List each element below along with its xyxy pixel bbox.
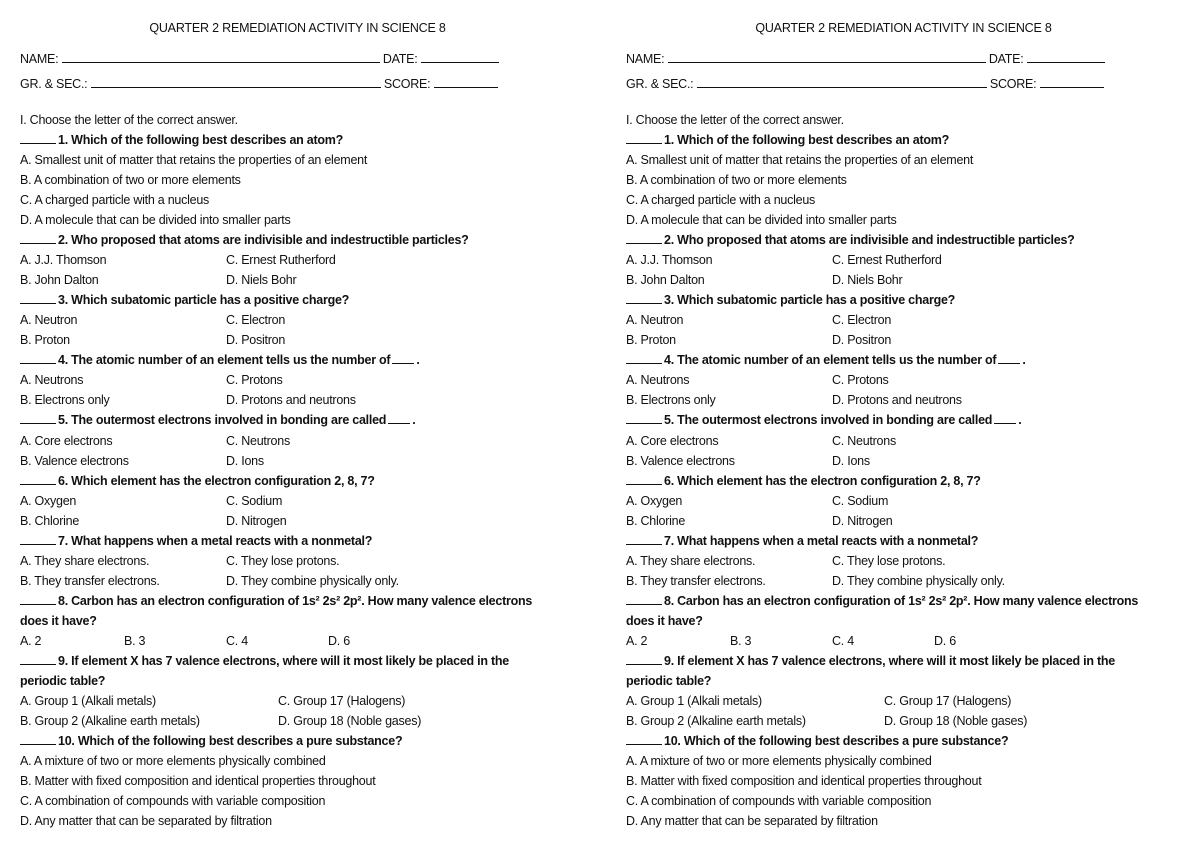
grade-section-field[interactable] <box>697 76 987 88</box>
q10-option-a: A. A mixture of two or more elements physically combined <box>20 754 326 768</box>
question-7: 7. What happens when a metal reacts with a nonmetal? <box>20 533 372 549</box>
answer-blank-5[interactable] <box>626 412 662 424</box>
question-4: 4. The atomic number of an element tells us the number of . <box>20 352 420 368</box>
name-row: NAME: DATE: <box>626 51 1105 67</box>
answer-blank-5[interactable] <box>20 412 56 424</box>
answer-blank-4[interactable] <box>626 352 662 364</box>
q7-option-c: C. They lose protons. <box>832 554 946 568</box>
answer-blank-6[interactable] <box>626 473 662 485</box>
q5-option-c: C. Neutrons <box>832 434 896 448</box>
question-9: 9. If element X has 7 valence electrons, where will it most likely be placed in the <box>20 653 509 669</box>
q2-option-c: C. Ernest Rutherford <box>832 253 942 267</box>
q1-option-c: C. A charged particle with a nucleus <box>626 193 816 207</box>
q4-option-c: C. Protons <box>832 373 889 387</box>
q3-option-d: D. Positron <box>226 333 286 347</box>
question-5: 5. The outermost electrons involved in bonding are called . <box>626 412 1021 428</box>
q8-option-b: B. 3 <box>730 634 752 648</box>
q2-option-c: C. Ernest Rutherford <box>226 253 336 267</box>
q3-option-a: A. Neutron <box>20 313 78 327</box>
q7-option-b: B. They transfer electrons. <box>626 574 766 588</box>
q3-option-c: C. Electron <box>226 313 286 327</box>
q10-option-d: D. Any matter that can be separated by filtration <box>626 814 878 828</box>
name-row: NAME: DATE: <box>20 51 499 67</box>
q9-option-d: D. Group 18 (Noble gases) <box>278 714 422 728</box>
grade-row: GR. & SEC.: SCORE: <box>20 76 498 92</box>
q2-option-d: D. Niels Bohr <box>832 273 903 287</box>
q3-option-b: B. Proton <box>20 333 70 347</box>
q9-option-a: A. Group 1 (Alkali metals) <box>626 694 762 708</box>
instruction: I. Choose the letter of the correct answer. <box>20 113 238 127</box>
answer-blank-3[interactable] <box>20 292 56 304</box>
answer-blank-8[interactable] <box>20 593 56 605</box>
question-1: 1. Which of the following best describes an atom? <box>626 132 949 148</box>
q7-option-a: A. They share electrons. <box>626 554 756 568</box>
answer-blank-10[interactable] <box>20 733 56 745</box>
q5-option-a: A. Core electrons <box>20 434 113 448</box>
answer-blank-1[interactable] <box>626 132 662 144</box>
q9-option-b: B. Group 2 (Alkaline earth metals) <box>626 714 806 728</box>
question-8: 8. Carbon has an electron configuration of 1s² 2s² 2p². How many valence electrons <box>626 593 1138 609</box>
answer-blank-10[interactable] <box>626 733 662 745</box>
q9-option-d: D. Group 18 (Noble gases) <box>884 714 1028 728</box>
q10-option-a: A. A mixture of two or more elements physically combined <box>626 754 932 768</box>
q4-option-a: A. Neutrons <box>20 373 84 387</box>
q3-option-d: D. Positron <box>832 333 892 347</box>
q5-option-b: B. Valence electrons <box>20 454 129 468</box>
q10-option-d: D. Any matter that can be separated by filtration <box>20 814 272 828</box>
q4-option-d: D. Protons and neutrons <box>832 393 962 407</box>
q9-option-c: C. Group 17 (Halogens) <box>278 694 406 708</box>
question-3: 3. Which subatomic particle has a positive charge? <box>20 292 349 308</box>
q10-option-c: C. A combination of compounds with variable composition <box>626 794 932 808</box>
answer-blank-9[interactable] <box>20 653 56 665</box>
question-10: 10. Which of the following best describes a pure substance? <box>20 733 402 749</box>
q9-option-a: A. Group 1 (Alkali metals) <box>20 694 156 708</box>
answer-blank-6[interactable] <box>20 473 56 485</box>
q1-option-d: D. A molecule that can be divided into smaller parts <box>20 213 291 227</box>
q5-option-b: B. Valence electrons <box>626 454 735 468</box>
q6-option-d: D. Nitrogen <box>832 514 893 528</box>
name-field[interactable] <box>62 51 380 63</box>
answer-blank-7[interactable] <box>626 533 662 545</box>
question-8-cont: does it have? <box>20 614 97 628</box>
question-3: 3. Which subatomic particle has a positive charge? <box>626 292 955 308</box>
answer-blank-9[interactable] <box>626 653 662 665</box>
answer-blank-8[interactable] <box>626 593 662 605</box>
q4-option-d: D. Protons and neutrons <box>226 393 356 407</box>
q8-option-a: A. 2 <box>626 634 648 648</box>
q8-option-c: C. 4 <box>832 634 854 648</box>
question-8-cont: does it have? <box>626 614 703 628</box>
question-8: 8. Carbon has an electron configuration of 1s² 2s² 2p². How many valence electrons <box>20 593 532 609</box>
q2-option-b: B. John Dalton <box>626 273 705 287</box>
q6-option-c: C. Sodium <box>832 494 889 508</box>
q8-option-b: B. 3 <box>124 634 146 648</box>
q1-option-a: A. Smallest unit of matter that retains the properties of an element <box>20 153 368 167</box>
q1-option-c: C. A charged particle with a nucleus <box>20 193 210 207</box>
question-6: 6. Which element has the electron configuration 2, 8, 7? <box>20 473 375 489</box>
question-2: 2. Who proposed that atoms are indivisible and indestructible particles? <box>626 232 1075 248</box>
worksheet-title: QUARTER 2 REMEDIATION ACTIVITY IN SCIENCE 8 <box>149 21 446 35</box>
question-2: 2. Who proposed that atoms are indivisible and indestructible particles? <box>20 232 469 248</box>
q7-option-c: C. They lose protons. <box>226 554 340 568</box>
q2-option-b: B. John Dalton <box>20 273 99 287</box>
q4-option-c: C. Protons <box>226 373 283 387</box>
q8-option-c: C. 4 <box>226 634 248 648</box>
q6-option-b: B. Chlorine <box>20 514 80 528</box>
q6-option-a: A. Oxygen <box>20 494 77 508</box>
instruction: I. Choose the letter of the correct answer. <box>626 113 844 127</box>
q6-option-c: C. Sodium <box>226 494 283 508</box>
q2-option-d: D. Niels Bohr <box>226 273 297 287</box>
q6-option-a: A. Oxygen <box>626 494 683 508</box>
question-1: 1. Which of the following best describes an atom? <box>20 132 343 148</box>
q7-option-d: D. They combine physically only. <box>832 574 1005 588</box>
q1-option-a: A. Smallest unit of matter that retains the properties of an element <box>626 153 974 167</box>
q5-option-d: D. Ions <box>832 454 870 468</box>
worksheet-title: QUARTER 2 REMEDIATION ACTIVITY IN SCIENCE 8 <box>755 21 1052 35</box>
q7-option-d: D. They combine physically only. <box>226 574 399 588</box>
q5-option-c: C. Neutrons <box>226 434 290 448</box>
answer-blank-3[interactable] <box>626 292 662 304</box>
name-field[interactable] <box>668 51 986 63</box>
question-9-cont: periodic table? <box>20 674 106 688</box>
answer-blank-2[interactable] <box>20 232 56 244</box>
q4-option-a: A. Neutrons <box>626 373 690 387</box>
q3-option-a: A. Neutron <box>626 313 684 327</box>
q5-option-d: D. Ions <box>226 454 264 468</box>
answer-blank-2[interactable] <box>626 232 662 244</box>
grade-section-field[interactable] <box>91 76 381 88</box>
q10-option-c: C. A combination of compounds with variable composition <box>20 794 326 808</box>
q2-option-a: A. J.J. Thomson <box>20 253 107 267</box>
q10-option-b: B. Matter with fixed composition and identical properties throughout <box>20 774 376 788</box>
question-7: 7. What happens when a metal reacts with a nonmetal? <box>626 533 978 549</box>
q6-option-d: D. Nitrogen <box>226 514 287 528</box>
q6-option-b: B. Chlorine <box>626 514 686 528</box>
date-field[interactable] <box>1027 51 1105 63</box>
question-6: 6. Which element has the electron configuration 2, 8, 7? <box>626 473 981 489</box>
date-field[interactable] <box>421 51 499 63</box>
q3-option-c: C. Electron <box>832 313 892 327</box>
question-10: 10. Which of the following best describes a pure substance? <box>626 733 1008 749</box>
question-9-cont: periodic table? <box>626 674 712 688</box>
q7-option-a: A. They share electrons. <box>20 554 150 568</box>
q7-option-b: B. They transfer electrons. <box>20 574 160 588</box>
grade-row: GR. & SEC.: SCORE: <box>626 76 1104 92</box>
question-9: 9. If element X has 7 valence electrons, where will it most likely be placed in the <box>626 653 1115 669</box>
question-5: 5. The outermost electrons involved in bonding are called . <box>20 412 415 428</box>
q2-option-a: A. J.J. Thomson <box>626 253 713 267</box>
answer-blank-1[interactable] <box>20 132 56 144</box>
q4-option-b: B. Electrons only <box>626 393 716 407</box>
score-field[interactable] <box>434 76 498 88</box>
question-4: 4. The atomic number of an element tells us the number of . <box>626 352 1026 368</box>
q8-option-d: D. 6 <box>328 634 350 648</box>
answer-blank-7[interactable] <box>20 533 56 545</box>
q1-option-b: B. A combination of two or more elements <box>20 173 241 187</box>
q1-option-d: D. A molecule that can be divided into smaller parts <box>626 213 897 227</box>
q3-option-b: B. Proton <box>626 333 676 347</box>
answer-blank-4[interactable] <box>20 352 56 364</box>
q9-option-b: B. Group 2 (Alkaline earth metals) <box>20 714 200 728</box>
q8-option-d: D. 6 <box>934 634 956 648</box>
score-field[interactable] <box>1040 76 1104 88</box>
q4-option-b: B. Electrons only <box>20 393 110 407</box>
q9-option-c: C. Group 17 (Halogens) <box>884 694 1012 708</box>
q10-option-b: B. Matter with fixed composition and identical properties throughout <box>626 774 982 788</box>
q1-option-b: B. A combination of two or more elements <box>626 173 847 187</box>
q5-option-a: A. Core electrons <box>626 434 719 448</box>
q8-option-a: A. 2 <box>20 634 42 648</box>
